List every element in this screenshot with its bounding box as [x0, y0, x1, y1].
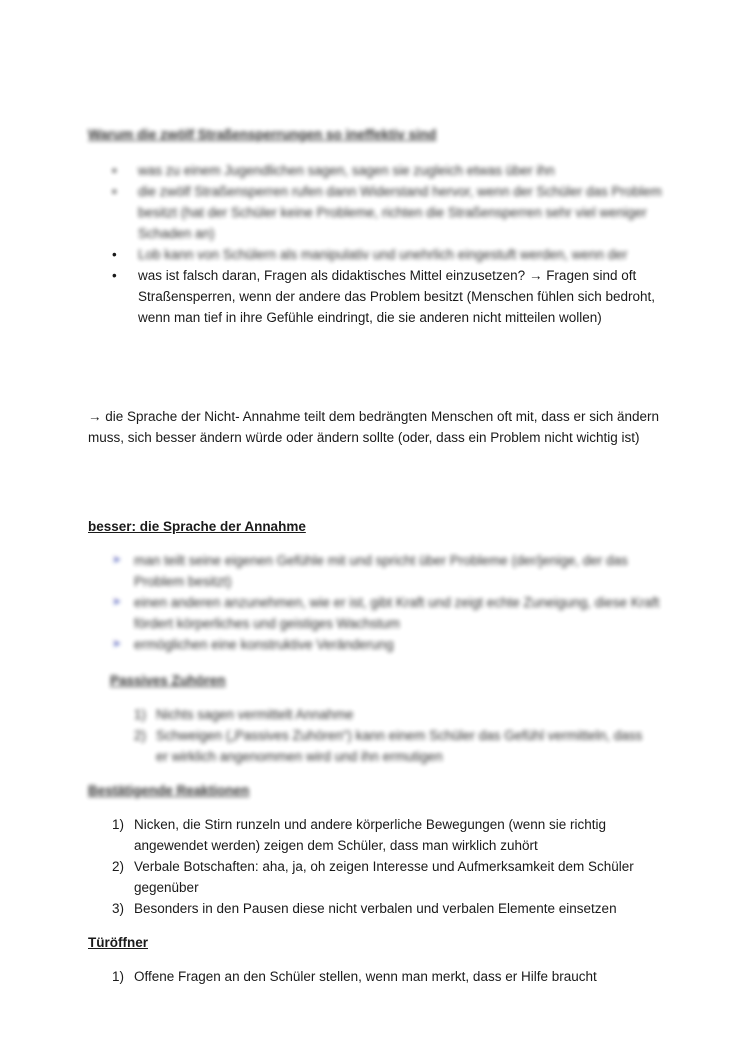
- list-item: ➤ ermöglichen eine konstruktive Veränderung: [88, 634, 668, 655]
- list-item: • die zwölf Straßensperren rufen dann Widerstand hervor, wenn der Schüler das Problem besitzt (hat der Schüler keine Probleme, richten die Straßensperren sehr viel weniger Schaden an): [88, 181, 668, 244]
- conclusion-paragraph: → die Sprache der Nicht- Annahme teilt dem bedrängten Menschen oft mit, dass er sich ändern muss, sich besser ändern würde oder ändern sollte (oder, dass ein Problem nicht wichtig ist): [88, 409, 660, 445]
- list-item: • Lob kann von Schülern als manipulativ und unehrlich eingestuft werden, wenn der: [88, 244, 668, 265]
- section-heading-acceptance: besser: die Sprache der Annahme: [88, 519, 306, 534]
- passive-listening-list: [110, 704, 650, 767]
- list-item: ➤ einen anderen anzunehmen, wie er ist, gibt Kraft und zeigt echte Zuneigung, diese Kraft fördert körperliches und geistiges Wachstum: [88, 592, 668, 634]
- roadblocks-bullet-list: [88, 160, 668, 328]
- list-item: 1) Offene Fragen an den Schüler stellen, wenn man merkt, dass er Hilfe braucht: [112, 969, 597, 984]
- list-item: ➤ man teilt seine eigenen Gefühle mit und spricht über Probleme (der/jenige, der das Problem besitzt): [88, 550, 668, 592]
- list-item: • was zu einem Jugendlichen sagen, sagen sie zugleich etwas über ihn: [88, 160, 668, 181]
- list-item: 1) Nicken, die Stirn runzeln und andere körperliche Bewegungen (wenn sie richtig angewendet werden) zeigen dem Schüler, dass man wirklich zuhört: [112, 817, 607, 853]
- section-heading-roadblocks: Warum die zwölf Straßensperrungen so ineffektiv sind: [88, 127, 437, 142]
- acceptance-bullet-list: [88, 550, 668, 655]
- list-item: • was ist falsch daran, Fragen als didaktisches Mittel einzusetzen? → Fragen sind oft Straßensperren, wenn der andere das Problem besitzt (Menschen fühlen sich bedroht, wenn man tief in ihre Gefühle eindringt, die sie anderen nicht mitteilen wollen): [88, 265, 668, 328]
- door-openers-list: [88, 966, 668, 987]
- section-heading-passive-listening: Passives Zuhören: [110, 673, 226, 688]
- confirming-reactions-list: [88, 814, 668, 919]
- section-heading-door-openers: Türöffner: [88, 935, 148, 950]
- list-item: 3) Besonders in den Pausen diese nicht verbalen und verbalen Elemente einsetzen: [112, 901, 617, 916]
- section-heading-confirming-reactions: Bestätigende Reaktionen: [88, 783, 250, 798]
- list-item: 1) Nichts sagen vermittelt Annahme: [134, 707, 354, 722]
- list-item: 2) Schweigen („Passives Zuhören“) kann einem Schüler das Gefühl vermitteln, dass er wirklich angenommen wird und ihn ermutigen: [134, 728, 643, 764]
- list-item: 2) Verbale Botschaften: aha, ja, oh zeigen Interesse und Aufmerksamkeit dem Schüler gegenüber: [112, 859, 634, 895]
